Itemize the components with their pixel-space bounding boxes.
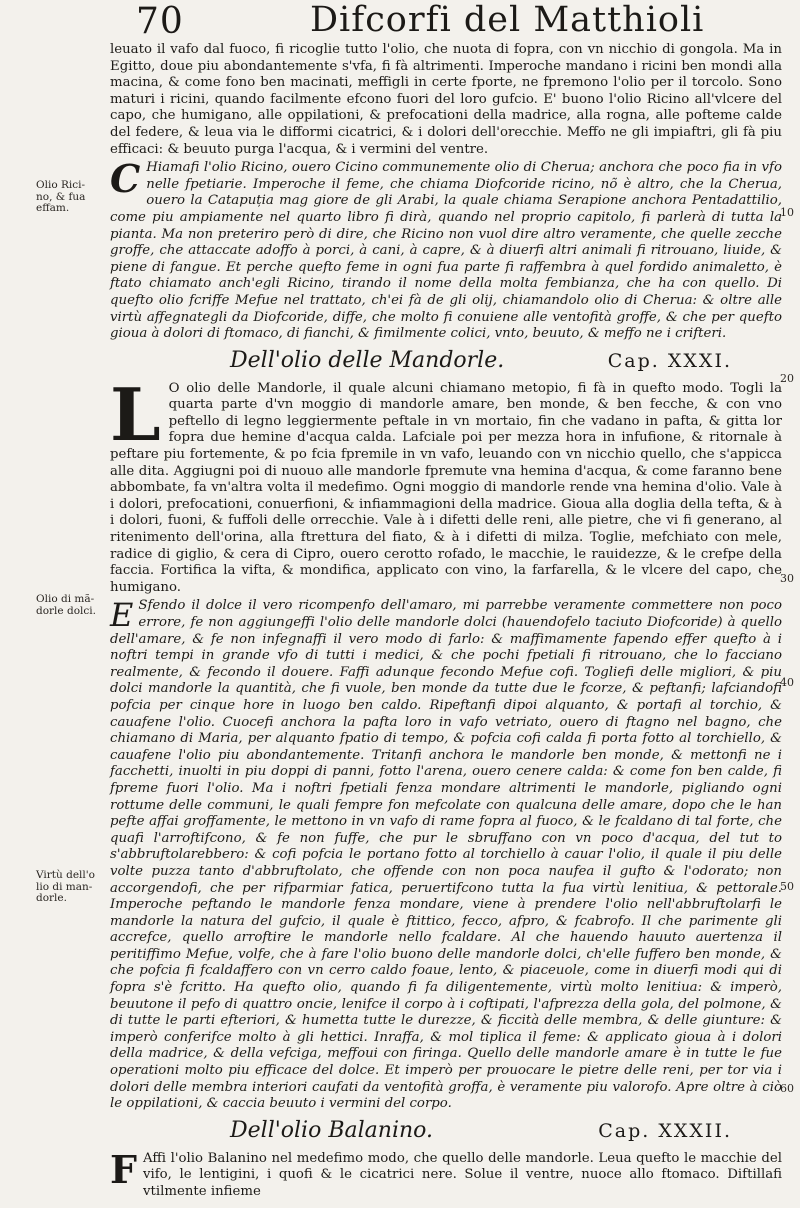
drop-cap-l: L [110,371,161,457]
chapter-32-heading [110,1119,782,1143]
line-number-30: 30 [780,572,794,585]
chapter-31-heading [110,349,782,373]
page-body [110,42,782,1201]
mandorle-paragraph [110,371,782,597]
ricino-commentary [110,156,782,343]
ricino-commentary-text: Hiamafi l'olio Ricino, ouero Cicino communemente olio di Cherua; anchora che poco fia in vfo nelle fpetiarie. Imperoche il feme, che chiama Diofcoride ricino, nõ è altro, che la Cherua, ouero la Catapuția mag giore de gli Arabi, la quale chiama Serapione anchora Pentadattilio, come piu ampiamente nel quarto libro fi dirà, quando nel proprio capitolo, fi parlerà di tutta la pianta. Ma non preteriro però di dire, che Ricino non vuol dire altro veramente, che quelle zecche groffe, che attaccate adoffo à porci, à cani, à capre, & à diuerfi altri animali fi ritrouano, liuide, & piene di fangue. Et perche quefto feme in ogni fua parte fi raffembra à quel fordido animaletto, è ftato chiamato anch'egli Ricino, tirando il nome della molta fembianza, che ha con quello. Di quefto olio fcriffe Mefue nel trattato, ch'ei fà de gli olij, chiamandolo olio di Cherua: & oltre alle virtù affegnategli da Diofcoride, diffe, che molto fi conuiene alle ventofità groffe, & che per quefto gioua à dolori di ftomaco, di fianchi, & fimilmente colici, vnto, beuuto, & meffo ne i crifteri. [110,160,782,342]
line-number-10: 10 [780,206,794,219]
mandorle-text: O olio delle Mandorle, il quale alcuni chiamano metopio, fi fà in quefto modo. Togli la quarta parte d'vn moggio di mandorle amare, ben monde, & ben fecche, & con vno peftello di legno leggiermente peftale in vn mortaio, fin che vadano in pafta, & gitta lor fopra due hemine d'acqua calda. Lafciale poi per mezza hora in infufione, & ritornale à peftare piu fortemente, & po fcia fpremile in vn vafo, leuando con vn nicchio quello, che s'appicca alle dita. Aggiugni poi di nuouo alle mandorle fpremute vna hemina d'acqua, & come faranno bene abbombate, fa vn'altra volta il medefimo. Ogni moggio di mandorle rende vna hemina d'olio. Vale à i dolori, prefocationi, conuerfioni, & infiammagioni della madrice. Gioua alla doglia della tefta, & à i dolori, fuoni, & fuffoli delle orrecchie. Vale à i difetti delle reni, alle pietre, che vi fi generano, al ritenimento dell'orina, alla ftrettura del fiato, & à i difetti di milza. Toglie, mefchiato con mele, radice di giglio, & cera di Cipro, ouero cerotto rofado, le macchie, le rauidezze, & le crefpe della faccia. Fortifica la vifta, & mondifica, applicato con vino, la farfarella, & le vlcere del capo, che humigano. [110,380,782,595]
mandorle-dolci-commentary [110,598,782,1112]
running-title: Difcorfi del Matthioli [310,0,705,40]
mandorle-dolci-text: Sfendo il dolce il vero ricompenfo dell'amaro, mi parrebbe veramente commettere non poco errore, fe non aggiungeffi l'olio delle mandorle dolci (hauendofelo taciuto Diofcoride) à quello dell'amare, & fe non infegnaffi il vero modo di farlo: & maffimamente fapendo effer quefto à i noftri tempi in grande vfo di tutti i medici, & che pochi fpetiali fi ritrouano, che lo facciano realmente, & fecondo il douere. Faffi adunque fecondo Mefue cofi. Togliefi delle migliori, & piu dolci mandorle la quantità, che fi vuole, ben monde da tutte due le fcorze, & peftanfi; lafciandofi pofcia per cinque hore in luogo ben caldo. Ripeftanfi dipoi alquanto, & portafi al torchio, & cauafene l'olio. Cuocefi anchora la pafta loro in vafo vetriato, ouero di ftagno nel bagno, che chiamano di Maria, per alquanto fpatio di tempo, & pofcia cofi calda fi porta fotto al torchiello, & cauafene l'olio piu abondantemente. Tritanfi anchora le mandorle ben monde, & mettonfi ne i facchetti, inuolti in piu doppi di panni, fotto l'arena, ouero cenere calda: & come fon ben calde, fi fpreme fuori l'olio. Ma i noftri fpetiali fenza mondare altrimenti le mandorle, pigliando ogni rottume delle communi, le quali fempre fon mefcolate con qualcuna delle amare, dopo che le han pefte affai groffamente, le mettono in vn vafo di rame fopra al fuoco, & le fcaldano di tal forte, che quafi l'arroftifcono, & fe non fuffe, che pur le sbruffano con vn poco d'acqua, del tut to s'abbruftolarebbero: & cofi pofcia le portano fotto al torchiello à cauar l'olio, il quale il piu delle volte puzza tanto d'abbruftolato, che offende con non poca naufea il gufto & l'odorato; non accorgendofi, che per rifparmiar fatica, peruertifcono tutta la fua virtù lenitiua, & pettorale. Imperoche peftando le mandorle fenza mondare, viene à prendere l'olio nell'abbruftolarfi le mandorle la natura del gufcio, il quale è ftittico, fecco, afpro, & fcabrofo. Il che parimente gli accrefce, quello arroftire le mandorle nello fcaldare. Al che hauendo hauuto auertenza il peritiffimo Mefue, volfe, che à fare l'olio buono delle mandorle dolci, ch'elle fuffero ben monde, & che pofcia fi fcaldaffero con vn cerro caldo foaue, lento, & piaceuole, come in diuerfi modi qui di fopra s'è fcritto. Ha quefto olio, quando fi fa diligentemente, virtù molto lenitiua: & imperò, beuutone il pefo di quattro oncie, lenifce il corpo à i coftipati, l'afprezza della gola, del polmone, & di tutte le parti efteriori, & humetta tutte le durezze, & ficcità delle membra, & delle giunture: & imperò conferifce molto à gli hettici. Inraffa, & mol tiplica il feme: & applicato gioua à i dolori della madrice, & della vefciga, meffoui con firinga. Quello delle mandorle amare è in tutte le fue operationi molto piu efficace del dolce. Et imperò per prouocare le pietre delle reni, per tor via i dolori delle membra interiori caufati da ventofità groffa, è veramente piu valorofo. Apre oltre à ciò le oppilationi, & caccia beuuto i vermini del corpo. [110,598,782,1112]
chapter-31-number: Cap. XXXI. [607,349,732,372]
balanino-paragraph [110,1146,782,1201]
page-number: 70 [136,1,184,42]
line-number-60: 60 [780,1082,794,1095]
margin-note-olio-mandorle-dolci: Olio di mã- dorle dolci. [36,593,96,617]
chapter-31-title: Dell'olio delle Mandorle. [230,347,505,373]
drop-cap-e: E [110,596,134,635]
line-number-40: 40 [780,676,794,689]
intro-paragraph: leuato il vafo dal fuoco, fi ricoglie tutto l'olio, che nuota di fopra, con vn nicchio di gongola. Ma in Egitto, doue piu abondantemente s'vfa, fi fà altrimenti. Imperoche mandano i ricini ben mondi alla macina, & come fono ben macinati, meffigli in certe fporte, ne fpremono l'olio per il torcolo. Sono maturi i ricini, quando facilmente efcono fuori del loro gufcio. E' buono l'olio Ricino all'vlcere del capo, che humigano, alle oppilationi, & prefocationi della madrice, alla rogna, alle pofteme calde del federe, & leua via le difformi cicatrici, & i dolori dell'orecchie. Meffo ne gli impiaftri, gli fà piu efficaci: & beuuto purga l'acqua, & i vermini del ventre. [110,42,782,157]
balanino-text: Affi l'olio Balanino nel medefimo modo, che quello delle mandorle. Leua quefto le macchie del vifo, le lentigini, i quofi & le cicatrici nere. Solue il ventre, nuoce allo ftomaco. Diftillafi vtilmente infieme [142,1150,782,1199]
line-number-50: 50 [780,880,794,893]
drop-cap-c: C [110,156,141,202]
page-header [0,0,800,42]
chapter-32-title: Dell'olio Balanino. [230,1117,433,1143]
margin-note-virtu-olio-mandorle: Virtù dell'o lio di man- dorle. [36,869,95,904]
drop-cap-f: F [110,1146,137,1192]
margin-note-olio-ricino: Olio Rici- no, & fua effam. [36,179,86,214]
line-number-20: 20 [780,372,794,385]
chapter-32-number: Cap. XXXII. [598,1119,732,1142]
